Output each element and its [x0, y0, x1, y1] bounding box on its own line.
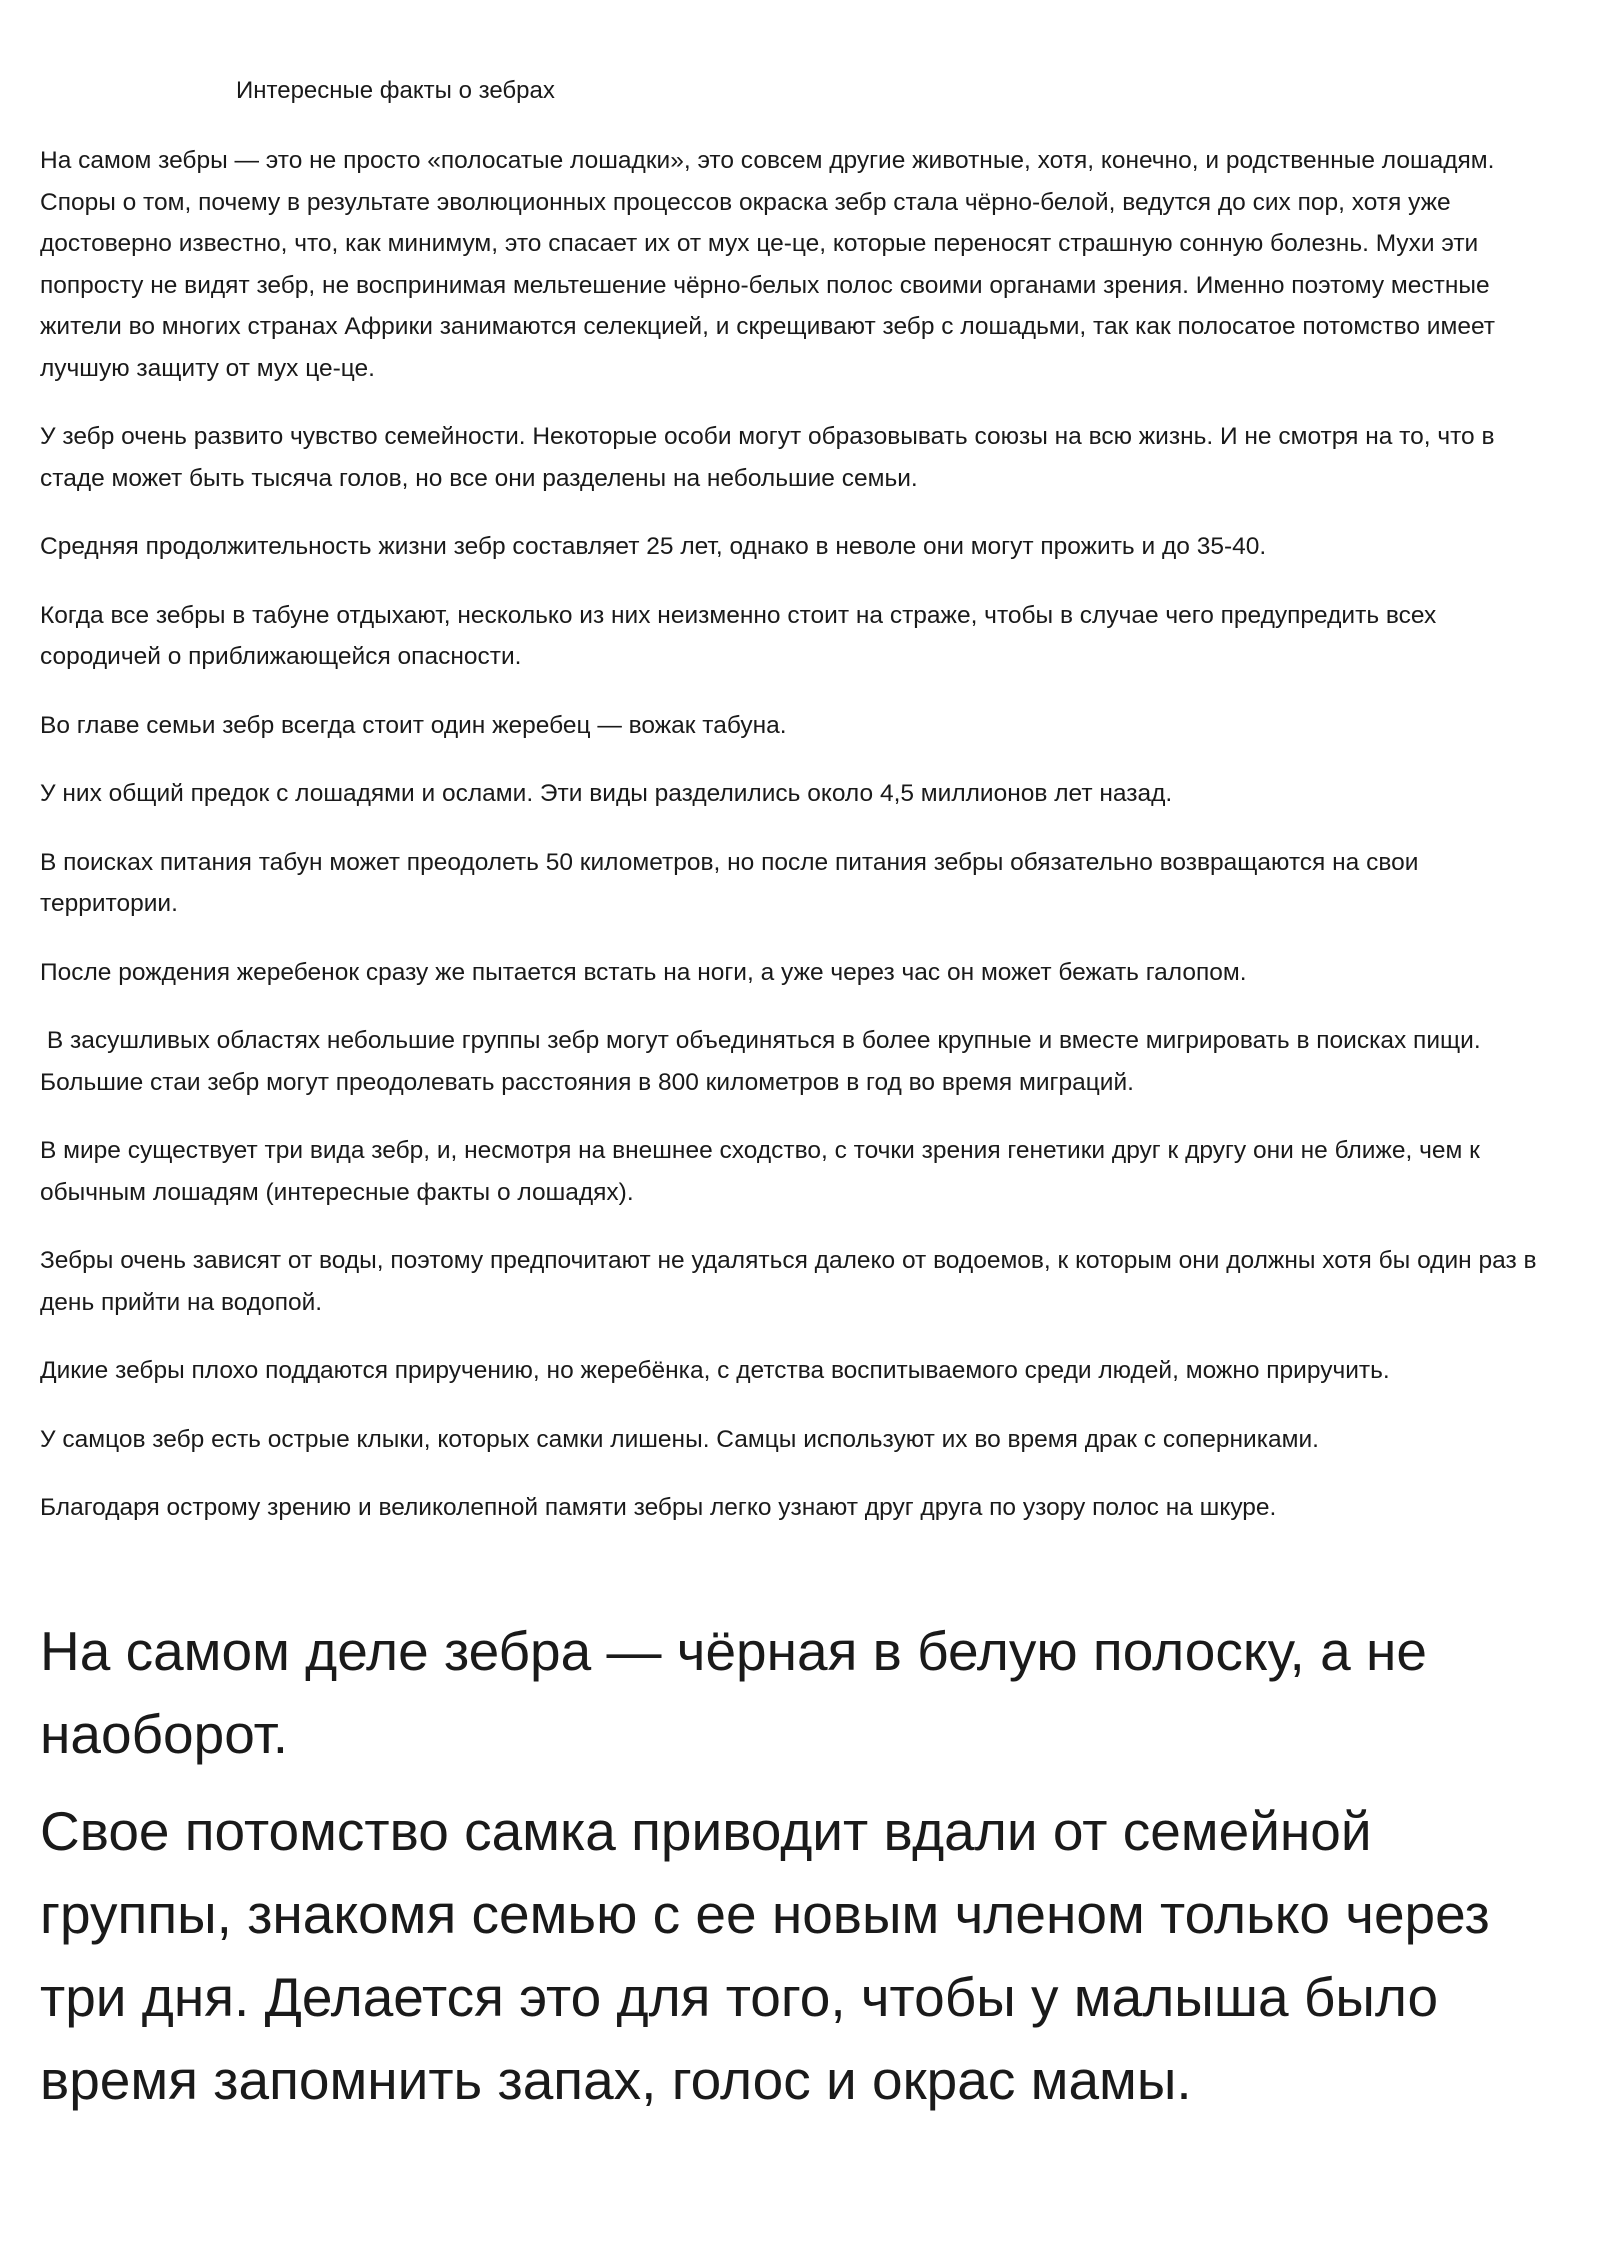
large-paragraph-black-stripes: На самом деле зебра — чёрная в белую полоску, а не наоборот. [40, 1620, 1427, 1765]
paragraph-guard: Когда все зебры в табуне отдыхают, несколько из них неизменно стоит на страже, чтобы в случае чего предупредить всех сородичей о приближающейся опасности. [40, 601, 1437, 670]
paragraph-ancestor: У них общий предок с лошадями и ослами. Эти виды разделились около 4,5 миллионов лет назад. [40, 780, 1173, 807]
paragraph-leader: Во главе семьи зебр всегда стоит один жеребец — вожак табуна. [40, 711, 787, 739]
paragraph-zebra-not-horse: На самом зебры — это не просто «полосатые лошадки», это совсем другие животные, хотя, конечно, и родственные лошадям. Споры о том, почему в результате эволюционных процессов окраска зебр стала чёрно-белой, ведутся до сих пор, хотя уже достоверно известно, что, как минимум, это спасает их от мух це-це, которые переносят страшную сонную болезнь. Мухи эти попросту не видят зебр, не воспринимая мельтешение чёрно-белых полос своими органами зрения. Именно поэтому местные жители во многих странах Африки занимаются селекцией, и скрещивают зебр с лошадьми, так как полосатое потомство имеет лучшую защиту от мух це-це. [40, 147, 1495, 382]
paragraph-water: Зебры очень зависят от воды, поэтому предпочитают не удаляться далеко от водоемов, к которым они должны хотя бы один раз в день прийти на водопой. [40, 1247, 1537, 1316]
paragraph-fangs: У самцов зебр есть острые клыки, которых самки лишены. Самцы используют их во время драк с соперниками. [40, 1425, 1319, 1453]
paragraph-migration: В засушливых областях небольшие группы зебр могут объединяться в более крупные и вместе мигрировать в поисках пищи. Большие стаи зебр могут преодолевать расстояния в 800 километров в год во время миграций. [40, 1027, 1488, 1096]
paragraph-food-search: В поисках питания табун может преодолеть 50 километров, но после питания зебры обязательно возвращаются на свои территории. [40, 848, 1419, 917]
paragraph-taming: Дикие зебры плохо поддаются приручению, но жеребёнка, с детства воспитываемого среди людей, можно приручить. [40, 1357, 1390, 1384]
large-text-section [40, 1610, 1560, 2136]
body-text [40, 140, 1560, 1556]
paragraph-species: В мире существует три вида зебр, и, несмотря на внешнее сходство, с точки зрения генетики друг к другу они не ближе, чем к обычным лошадям (интересные факты о лошадях). [40, 1137, 1480, 1206]
paragraph-stripes-recognition: Благодаря острому зрению и великолепной памяти зебры легко узнают друг друга по узору полос на шкуре. [40, 1494, 1277, 1521]
paragraph-lifespan: Средняя продолжительность жизни зебр составляет 25 лет, однако в неволе они могут прожить и до 35-40. [40, 533, 1267, 560]
large-paragraph-offspring: Свое потомство самка приводит вдали от семейной группы, знакомя семью с ее новым членом только через три дня. Делается это для того, чтобы у малыша было время запомнить запах, голос и окрас мамы. [40, 1800, 1490, 2111]
paragraph-family: У зебр очень развито чувство семейности. Некоторые особи могут образовывать союзы на всю жизнь. И не смотря на то, что в стаде может быть тысяча голов, но все они разделены на небольшие семьи. [40, 423, 1495, 492]
page-title: Интересные факты о зебрах [236, 77, 555, 104]
paragraph-foal-walk: После рождения жеребенок сразу же пытается встать на ноги, а уже через час он может бежать галопом. [40, 958, 1247, 986]
